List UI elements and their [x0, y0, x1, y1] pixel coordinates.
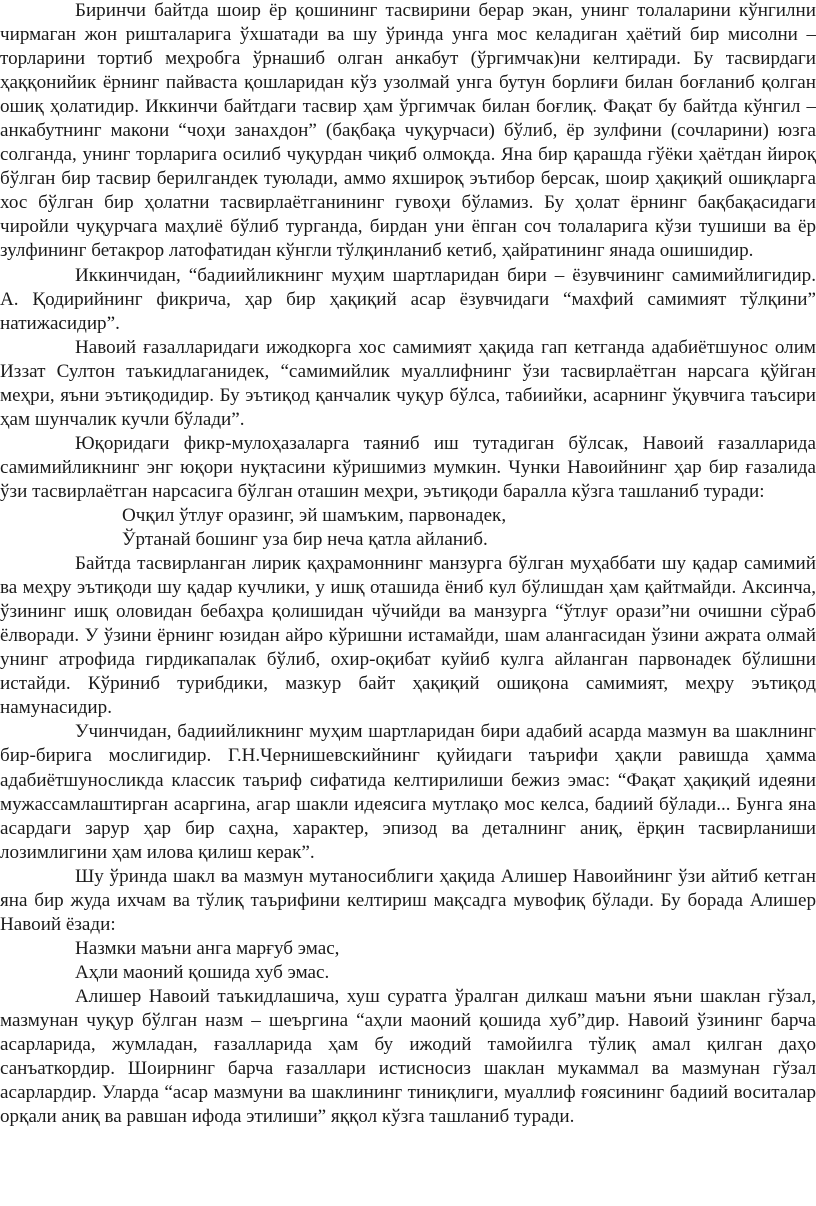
verse-line: Аҳли маоний қошида хуб эмас. — [75, 961, 330, 983]
verse-line: Назмки маъни анга марғуб эмас, — [75, 937, 340, 959]
paragraph: Биринчи байтда шоир ёр қошининг тасвирини берар экан, унинг толаларини кўнгилни чирмаган жон ришталарига ўхшатади ва шу ўринда унга мос келадиган ҳаётий бир мисолни – торларини тортиб меҳробга ўрнашиб олган анкабут (ўргимчак)ни келтиради. Бу тасвирдаги ҳаққонийик ёрнинг пайваста қошларидан кўз узолмай унга бутун борлиғи билан боғланиб қолган ошиқ ҳолатидир. Иккинчи байтдаги тасвир ҳам ўргимчак билан боғлиқ. Фақат бу байтда кўнгил – анкабутнинг макони “чоҳи занахдон” (бақбақа чуқурчаси) бўлиб, ёр зулфини (сочларини) юзга солганда, унинг торларига осилиб чуқурдан чиқиб олмоқда. Яна бир қарашда гўёки ҳаётдан йироқ бўлган бир тасвир берилгандек туюлади, аммо яхшироқ эътибор берсак, шоир ҳақиқий ошиқларга хос бўлган бир ҳолатни тасвирлаётганининг гувоҳи бўламиз. Бу ҳолат ёрнинг бақбақасидаги чиройли чуқурчага маҳлиё бўлиб турганда, бирдан уни ёпган соч толаларига кўзи тушиши ва ёр зулфининг бетакрор латофатидан кўнгли тўлқинланиб кетиб, ҳайратининг янада ошишидир. — [0, 0, 816, 262]
verse-line: Очқил ўтлуғ оразинг, эй шамъким, парвонадек, — [122, 504, 507, 526]
paragraph: Юқоридаги фикр-мулоҳазаларга таяниб иш тутадиган бўлсак, Навоий ғазалларида самимийликнинг энг юқори нуқтасини кўришимиз мумкин. Чунки Навоийнинг ҳар бир ғазалида ўзи тасвирлаётган нарсасига бўлган оташин меҳри, эътиқоди бaралла кўзга ташланиб туради: — [0, 432, 816, 502]
verse-line: Ўртанай бошинг уза бир неча қатла айланиб. — [122, 529, 488, 551]
paragraph: Учинчидан, бадиийликнинг муҳим шартларидан бири адабий асарда мазмун ва шаклнинг бир-бирига мослигидир. Г.Н.Чернишевскийнинг қуйидаги таърифи ҳақли равишда ҳамма адабиётшуносликда классик таъриф сифатида келтирилиши бежиз эмас: “Фақат ҳақиқий идеяни мужассамлаштирган асаргина, агар шакли идеясига мутлақо мос келса, бадиий бўлади... Бунга яна асардаги зарур ҳар бир саҳна, характер, эпизод ва деталнинг аниқ, ёрқин тасвирланиши лозимлигини ҳам илова қилиш керак”. — [0, 721, 816, 863]
paragraph: Навоий ғазалларидаги ижодкорга хос самимият ҳақида гап кетганда адабиётшунос олим Иззат Султон таъкидлаганидек, “самимийлик муаллифнинг ўзи тасвирлаётган нарсага қўйган меҳри, яъни эътиқодидир. Бу эътиқод қанчалик чуқур бўлса, табиийки, асарнинг ўқувчига таъсири ҳам шунчалик кучли бўлади”. — [0, 336, 816, 430]
paragraph: Алишер Навоий таъкидлашича, хуш суратга ўралган дилкаш маъни яъни шаклан гўзал, мазмунан чуқур бўлган назм – шеъргина “аҳли маоний қошида хуб”дир. Навоий ўзининг барча асарларида, жумладан, ғазалларида ҳам бу ижодий тамойилга тўлиқ амал қилган даҳо санъаткордир. Шоирнинг барча ғазаллари истисносиз шаклан мукаммал ва мазмунан гўзал асарлардир. Уларда “асар мазмуни ва шаклининг тиниқлиги, муаллиф ғоясининг бадиий воситалар орқали аниқ ва равшан ифода этилиши” яққол кўзга ташланиб туради. — [0, 985, 816, 1128]
paragraph: Байтда тасвирланган лирик қаҳрамоннинг манзурга бўлган муҳаббати шу қадар самимий ва меҳру эътиқоди шу қадар кучлики, у ишқ оташида ёниб кул бўлишдан ҳам қайтмайди. Аксинча, ўзининг ишқ оловидан бебаҳра қолишидан чўчийди ва манзурга “ўтлуғ орази”ни очишни сўраб ёлворади. У ўзини ёрнинг юзидан айро кўришни истамайди, шам алангасидан ўзини ажрата олмай унинг атрофида гирдикапалак бўлиб, охир-оқибат куйиб кулга айланган парвонадек бўлишни истайди. Кўриниб турибдики, мазкур байт ҳақиқий ошиқона самимият, меҳру эътиқод намунасидир. — [0, 553, 816, 719]
paragraph: Шу ўринда шакл ва мазмун мутаносиблиги ҳақида Алишер Навоийнинг ўзи айтиб кетган яна бир жуда ихчам ва тўлиқ таърифини келтириш мақсадга мувофиқ бўлади. Бу борада Алишер Навоий ёзади: — [0, 865, 816, 935]
paragraph: Иккинчидан, “бадиийликнинг муҳим шартларидан бири – ёзувчининг самимийлигидир. А. Қодирийнинг фикрича, ҳар бир ҳақиқий асар ёзувчидаги “махфий самимият тўлқини” натижасидир”. — [0, 264, 816, 334]
